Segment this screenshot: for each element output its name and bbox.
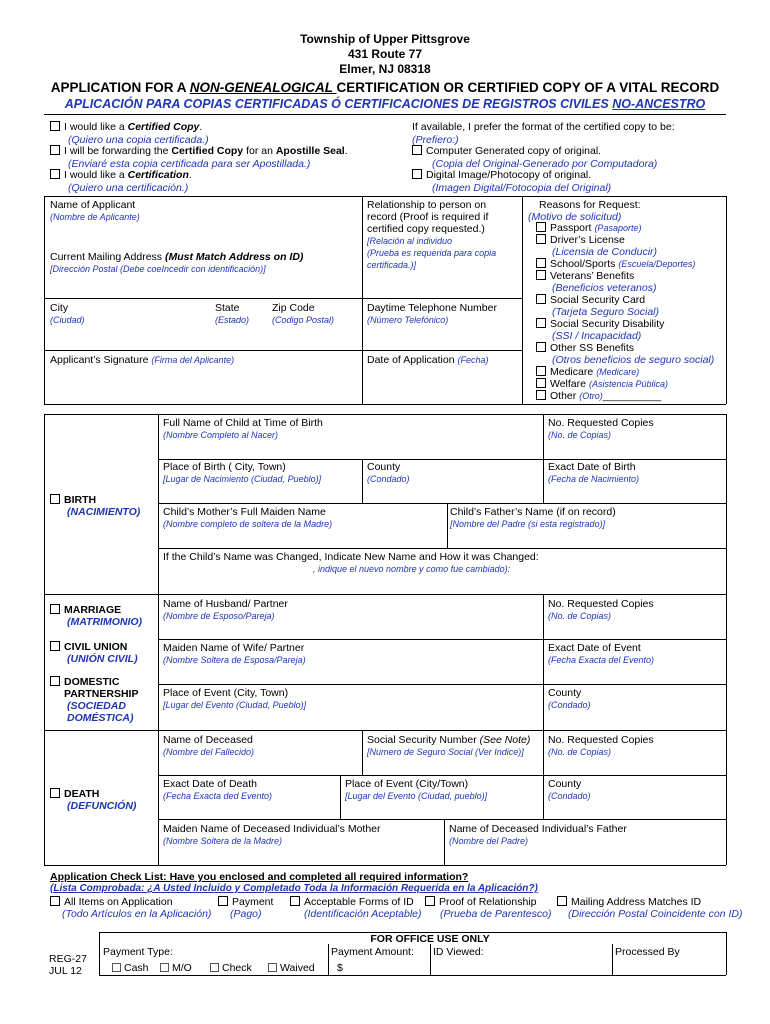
checkbox-civil-union[interactable] <box>50 641 60 651</box>
signature-label: Applicant’s Signature <box>50 354 152 366</box>
checkbox-computer-generated[interactable] <box>412 145 422 155</box>
payment-type-checkbox[interactable] <box>160 963 169 972</box>
death-date-label: Exact Date of Death <box>163 778 257 790</box>
checklist-checkbox[interactable] <box>425 896 435 906</box>
opt-certified-copy[interactable] <box>50 121 202 133</box>
checklist-checkbox[interactable] <box>557 896 567 906</box>
relationship-es2: (Prueba es requerida para copia <box>367 248 497 258</box>
death-label: DEATH <box>64 788 100 800</box>
birth-copies-field[interactable] <box>548 417 654 441</box>
reason-label-es: (Medicare) <box>596 367 640 377</box>
reason-label-es: (SSI / Incapacidad) <box>552 330 642 342</box>
applicant-name-label: Name of Applicant <box>50 199 136 211</box>
date-of-application-field[interactable] <box>367 354 489 366</box>
birth-county-label: County <box>367 461 401 473</box>
checklist-label: Mailing Address Matches ID <box>571 896 702 908</box>
dp-label1: DOMESTIC <box>64 676 120 688</box>
reason-item[interactable] <box>536 366 639 378</box>
death-place-field[interactable] <box>345 778 487 802</box>
reason-label: Passport <box>550 222 592 234</box>
husband-label: Name of Husband/ Partner <box>163 598 288 610</box>
zip-field[interactable] <box>272 302 334 326</box>
checklist-checkbox[interactable] <box>290 896 300 906</box>
opt3-text: I would like a <box>64 169 128 181</box>
reason-item[interactable] <box>536 234 625 246</box>
birth-label: BIRTH <box>64 494 97 506</box>
reason-label-es: (Escuela/Deportes) <box>618 259 696 269</box>
birth-date-field[interactable] <box>548 461 639 485</box>
opt-apostille[interactable] <box>50 145 348 157</box>
checklist-checkbox[interactable] <box>218 896 228 906</box>
reason-label: Veterans’ Benefits <box>550 270 635 282</box>
marriage-date-es: (Fecha Exacta del Evento) <box>548 655 655 665</box>
checklist-label: Proof of Relationship <box>439 896 537 908</box>
opt1-spanish: (Quiero una copia certificada.) <box>68 134 209 146</box>
reason-label-es: (Beneficios veteranos) <box>552 282 657 294</box>
payment-type-checkbox[interactable] <box>268 963 277 972</box>
relationship-es1: [Relación al individuo <box>367 236 453 246</box>
deceased-name-field[interactable] <box>163 734 254 758</box>
husband-es: (Nombre de Esposo/Pareja) <box>163 611 275 621</box>
format-opt2-text: Digital Image/Photocopy of original. <box>426 169 592 181</box>
reason-item[interactable] <box>536 270 634 282</box>
birth-place-es: [Lugar de Nacimiento (Ciudad, Pueblo)] <box>163 474 322 484</box>
reason-checkbox[interactable] <box>536 342 546 352</box>
township-city: Elmer, NJ 08318 <box>339 62 431 76</box>
payment-amount-symbol: $ <box>337 962 343 974</box>
marriage-copies-es: (No. de Copias) <box>548 611 612 621</box>
form-id-date: JUL 12 <box>49 965 82 977</box>
checklist-label-es: (Identificación Aceptable) <box>304 908 422 920</box>
city-es: (Ciudad) <box>50 315 85 325</box>
signature-field[interactable] <box>50 354 234 366</box>
checklist-label: Payment <box>232 896 274 908</box>
phone-label: Daytime Telephone Number <box>367 302 497 314</box>
death-county-label: County <box>548 778 582 790</box>
relationship-es3: certificada.)] <box>367 260 417 270</box>
payment-amount-label: Payment Amount: <box>331 946 414 958</box>
office-use-title: FOR OFFICE USE ONLY <box>370 933 490 945</box>
opt2-spanish: (Enviaré esta copia certificada para ser Apostillada.) <box>68 158 311 170</box>
reasons-label: Reasons for Request: <box>539 199 641 211</box>
payment-type-checkbox[interactable] <box>112 963 121 972</box>
marriage-place-label: Place of Event (City, Town) <box>163 687 289 699</box>
reason-checkbox[interactable] <box>536 258 546 268</box>
death-date-es: (Fecha Exacta ded Evento) <box>163 791 273 801</box>
checklist-label-es: (Pago) <box>230 908 262 920</box>
reason-item[interactable] <box>536 222 641 234</box>
id-viewed-label: ID Viewed: <box>433 946 484 958</box>
state-label: State <box>215 302 240 314</box>
death-copies-label: No. Requested Copies <box>548 734 654 746</box>
child-name-field[interactable] <box>163 417 323 441</box>
city-label: City <box>50 302 69 314</box>
payment-type-label: M/O <box>172 962 192 974</box>
state-field[interactable] <box>215 302 249 326</box>
deceased-father-field[interactable] <box>449 823 627 847</box>
reason-item[interactable] <box>536 294 645 306</box>
reason-label-es: (Asistencia Pública) <box>589 379 669 389</box>
payment-type-option[interactable] <box>210 962 252 974</box>
relationship-line2: record (Proof is required if <box>367 211 489 223</box>
opt-computer-generated[interactable] <box>412 145 601 157</box>
opt3-end: . <box>188 169 192 181</box>
birth-copies-es: (No. de Copias) <box>548 430 612 440</box>
phone-es: (Número Telefónico) <box>367 315 449 325</box>
death-copies-es: (No. de Copias) <box>548 747 612 757</box>
checklist-title: Application Check List: Have you enclosed and completed all required information? <box>50 871 469 883</box>
payment-type-label: Check <box>222 962 252 974</box>
deceased-mother-label: Maiden Name of Deceased Individual’s Mother <box>163 823 381 835</box>
reason-checkbox[interactable] <box>536 222 546 232</box>
deceased-father-label: Name of Deceased Individual’s Father <box>449 823 627 835</box>
wife-label: Maiden Name of Wife/ Partner <box>163 642 305 654</box>
state-es: (Estado) <box>215 315 250 325</box>
checkbox-marriage[interactable] <box>50 604 60 614</box>
checkbox-apostille[interactable] <box>50 145 60 155</box>
ssn-label: Social Security Number <box>367 734 480 746</box>
checkbox-digital-image[interactable] <box>412 169 422 179</box>
checkbox-domestic-partnership[interactable] <box>50 676 60 686</box>
zip-es: (Codigo Postal) <box>272 315 335 325</box>
husband-field[interactable] <box>163 598 288 622</box>
child-name-es: (Nombre Completo al Nacer) <box>163 430 279 440</box>
birth-place-field[interactable] <box>163 461 321 485</box>
checklist-label-es: (Prueba de Parentesco) <box>440 908 552 920</box>
reason-checkbox[interactable] <box>536 390 546 400</box>
ssn-note: (See Note) <box>479 734 531 746</box>
name-changed-field[interactable] <box>163 551 539 575</box>
relationship-field[interactable] <box>367 199 496 271</box>
phone-field[interactable] <box>367 302 497 326</box>
signature-es: (Firma del Aplicante) <box>151 355 235 365</box>
payment-type-option[interactable] <box>268 962 315 974</box>
death-label-es: (DEFUNCIÓN) <box>67 800 137 812</box>
opt1-end: . <box>199 121 203 133</box>
checklist-item[interactable] <box>290 896 414 908</box>
reason-item[interactable] <box>536 318 664 330</box>
mother-es: (Nombre completo de soltera de la Madre) <box>163 519 333 529</box>
reason-item[interactable] <box>536 258 695 270</box>
reason-checkbox[interactable] <box>536 318 546 328</box>
marriage-date-field[interactable] <box>548 642 654 666</box>
marriage-copies-field[interactable] <box>548 598 654 622</box>
payment-type-option[interactable] <box>112 962 149 974</box>
other-blank-line[interactable]: __________ <box>602 390 662 402</box>
address-es: [Dirección Postal (Debe coeIncedir con identificación)] <box>50 264 266 274</box>
reason-label-es: (Licensia de Conducir) <box>552 246 658 258</box>
reason-label: Welfare <box>550 378 586 390</box>
reason-label: Driver’s License <box>550 234 625 246</box>
reason-label: Social Security Card <box>550 294 646 306</box>
checkbox-certification[interactable] <box>50 169 60 179</box>
opt2-text: I will be forwarding the <box>64 145 172 157</box>
reason-item[interactable] <box>536 342 634 354</box>
wife-es: (Nombre Soltera de Esposa/Pareja) <box>163 655 306 665</box>
reason-label: School/Sports <box>550 258 616 270</box>
payment-type-option[interactable] <box>160 962 192 974</box>
form-id <box>49 953 87 977</box>
address-label-bold: (Must Match Address on ID) <box>164 251 304 263</box>
deceased-father-es: (Nombre del Padre) <box>449 836 529 846</box>
payment-type-label: Waived <box>280 962 315 974</box>
reason-item[interactable] <box>536 390 661 402</box>
opt-digital-image[interactable] <box>412 169 591 181</box>
reason-checkbox[interactable] <box>536 378 546 388</box>
deceased-label: Name of Deceased <box>163 734 253 746</box>
checkbox-death[interactable] <box>50 788 60 798</box>
reason-item[interactable] <box>536 378 668 390</box>
ssn-es: [Numero de Seguro Social (Ver Indice)] <box>367 747 524 757</box>
reason-label: Medicare <box>550 366 594 378</box>
payment-type-label: Cash <box>124 962 149 974</box>
address-label: Current Mailing Address <box>50 251 165 263</box>
checkbox-birth[interactable] <box>50 494 60 504</box>
marriage-option[interactable] <box>50 604 142 628</box>
zip-label: Zip Code <box>272 302 315 314</box>
death-place-es: [Lugar del Evento (Ciudad, pueblo)] <box>345 791 488 801</box>
reason-checkbox[interactable] <box>536 234 546 244</box>
checklist-checkbox[interactable] <box>50 896 60 906</box>
payment-type-checkbox[interactable] <box>210 963 219 972</box>
child-name-label: Full Name of Child at Time of Birth <box>163 417 323 429</box>
applicant-name-field[interactable] <box>50 199 140 223</box>
checklist-label-es: (Todo Artículos en la Aplicación) <box>62 908 212 920</box>
checklist-item[interactable] <box>218 896 273 908</box>
title-english <box>0 80 770 95</box>
reason-label-es: (Pasaporte) <box>594 223 642 233</box>
checklist-item[interactable] <box>557 896 701 908</box>
marriage-copies-label: No. Requested Copies <box>548 598 654 610</box>
checklist-item[interactable] <box>50 896 173 908</box>
checklist-label-es: (Dirección Postal Coincidente con ID) <box>568 908 743 920</box>
civil-union-label: CIVIL UNION <box>64 641 128 653</box>
checklist-item[interactable] <box>425 896 536 908</box>
reason-label: Social Security Disability <box>550 318 665 330</box>
reason-label: Other <box>550 390 577 402</box>
title-es-underlined: NO-ANCESTRO <box>612 97 706 111</box>
mother-label: Child’s Mother’s Full Maiden Name <box>163 506 326 518</box>
reason-checkbox[interactable] <box>536 294 546 304</box>
mother-maiden-field[interactable] <box>163 506 332 530</box>
checklist-title-es: (Lista Comprobada: ¿A Usted Incluido y Completado Toda la Información Requerida en la Aplicación?) <box>50 883 538 894</box>
deceased-es: (Nombre del Fallecido) <box>163 747 255 757</box>
opt1-bold: Certified Copy <box>127 121 200 133</box>
dp-label-es1: (SOCIEDAD <box>67 700 126 712</box>
birth-date-es: (Fecha de Nacimiento) <box>548 474 640 484</box>
death-date-field[interactable] <box>163 778 272 802</box>
civil-union-label-es: (UNIÓN CIVIL) <box>67 653 138 665</box>
father-es: [Nombre del Padre (si esta registrado)] <box>450 519 606 529</box>
relationship-line1: Relationship to person on <box>367 199 487 211</box>
birth-county-field[interactable] <box>367 461 410 485</box>
reason-label-es: (Tarjeta Seguro Social) <box>552 306 659 318</box>
civil-union-option[interactable] <box>50 641 138 665</box>
title-es-part1: APLICACIÓN PARA COPIAS CERTIFICADAS Ó CERTIFICACIONES DE REGISTROS CIVILES <box>64 97 613 111</box>
opt3-bold: Certification <box>127 169 189 181</box>
reason-checkbox[interactable] <box>536 270 546 280</box>
wife-field[interactable] <box>163 642 306 666</box>
marriage-place-es: [Lugar del Evento (Ciudad, Pueblo)] <box>163 700 307 710</box>
marriage-county-es: (Condado) <box>548 700 591 710</box>
date-app-label: Date of Application <box>367 354 458 366</box>
death-place-label: Place of Event (City/Town) <box>345 778 469 790</box>
ssn-field[interactable] <box>367 734 530 758</box>
opt2-bold: Certified Copy <box>171 145 244 157</box>
applicant-name-es: (Nombre de Aplicante) <box>50 212 140 222</box>
city-field[interactable] <box>50 302 85 326</box>
title-spanish <box>0 97 770 111</box>
title-en-part1: APPLICATION FOR A <box>50 80 190 95</box>
township-street: 431 Route 77 <box>347 47 423 61</box>
format-label: If available, I prefer the format of the certified copy to be: <box>412 121 675 133</box>
format-opt1-es: (Copia del Original-Generado por Computadora) <box>432 158 658 170</box>
title-en-underlined: NON-GENEALOGICAL <box>189 80 337 95</box>
birth-option[interactable] <box>50 494 140 518</box>
father-name-field[interactable] <box>450 506 616 530</box>
checklist-label: Acceptable Forms of ID <box>304 896 414 908</box>
birth-copies-label: No. Requested Copies <box>548 417 654 429</box>
marriage-label-es: (MATRIMONIO) <box>67 616 143 628</box>
father-label: Child’s Father’s Name (if on record) <box>450 506 616 518</box>
reason-label-es: (Otro) <box>579 391 603 401</box>
birth-place-label: Place of Birth ( City, Town) <box>163 461 286 473</box>
deceased-mother-es: (Nombre Soltera de la Madre) <box>163 836 283 846</box>
township-name: Township of Upper Pittsgrove <box>300 32 470 46</box>
name-changed-label: If the Child’s Name was Changed, Indicate New Name and How it was Changed: <box>163 551 539 563</box>
checkbox-certified-copy[interactable] <box>50 121 60 131</box>
marriage-date-label: Exact Date of Event <box>548 642 641 654</box>
name-changed-es: , indique el nuevo nombre y como fue cambiado): <box>313 564 511 574</box>
reasons-label-es: (Motivo de solicitud) <box>528 211 622 223</box>
township-header <box>0 32 770 77</box>
death-county-es: (Condado) <box>548 791 591 801</box>
opt2-mid: for an <box>243 145 276 157</box>
opt2-bold2: Apostille Seal <box>275 145 345 157</box>
date-app-es: (Fecha) <box>457 355 489 365</box>
payment-type-label: Payment Type: <box>103 946 173 958</box>
death-county-field[interactable] <box>548 778 591 802</box>
format-opt1-text: Computer Generated copy of original. <box>426 145 602 157</box>
dp-label2: PARTNERSHIP <box>64 688 139 700</box>
opt1-text: I would like a <box>64 121 128 133</box>
reason-label-es: (Otros beneficios de seguro social) <box>552 354 715 366</box>
title-en-part2: CERTIFICATION OR CERTIFIED COPY OF A VITAL RECORD <box>336 80 720 95</box>
domestic-partnership-option[interactable] <box>50 676 138 724</box>
reason-checkbox[interactable] <box>536 366 546 376</box>
death-option[interactable] <box>50 788 136 812</box>
processed-by-label: Processed By <box>615 946 680 958</box>
death-copies-field[interactable] <box>548 734 654 758</box>
checklist-label: All Items on Application <box>64 896 173 908</box>
opt2-end: . <box>344 145 348 157</box>
birth-county-es: (Condado) <box>367 474 410 484</box>
birth-date-label: Exact Date of Birth <box>548 461 636 473</box>
opt-certification[interactable] <box>50 169 192 181</box>
relationship-line3: certified copy requested.) <box>367 223 485 235</box>
mailing-address-field[interactable] <box>50 251 303 275</box>
marriage-place-field[interactable] <box>163 687 306 711</box>
marriage-county-field[interactable] <box>548 687 591 711</box>
format-opt2-es: (Imagen Digital/Fotocopia del Original) <box>432 182 612 194</box>
opt3-spanish: (Quiero una certificación.) <box>68 182 189 194</box>
marriage-county-label: County <box>548 687 582 699</box>
birth-label-es: (NACIMIENTO) <box>67 506 141 518</box>
deceased-mother-field[interactable] <box>163 823 381 847</box>
dp-label-es2: DOMÉSTICA) <box>67 712 134 724</box>
reason-label: Other SS Benefits <box>550 342 635 354</box>
form-id-number: REG-27 <box>49 953 87 965</box>
format-label-es: (Prefiero:) <box>412 134 459 146</box>
marriage-label: MARRIAGE <box>64 604 122 616</box>
